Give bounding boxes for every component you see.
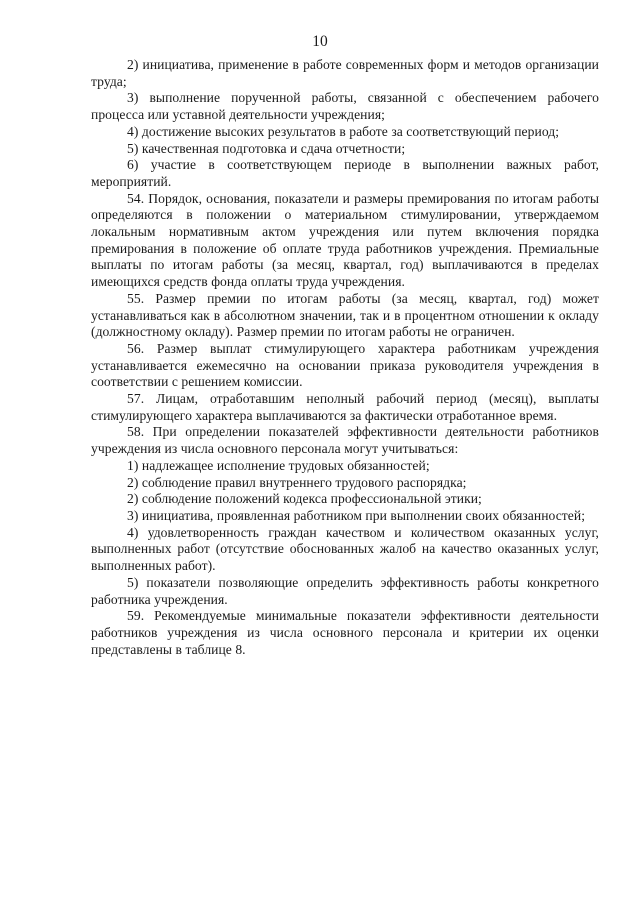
paragraph: 1) надлежащее исполнение трудовых обязанностей; xyxy=(127,457,430,473)
paragraph: 55. Размер премии по итогам работы (за месяц, квартал, год) может устанавливаться как в абсолютном значении, так и в процентном отношении к окладу (должностному окладу). Размер премии по итогам работы не ограничен. xyxy=(91,290,599,340)
document-body xyxy=(91,57,599,658)
paragraph: 3) выполнение порученной работы, связанной с обеспечением рабочего процесса или уставной деятельности учреждения; xyxy=(91,90,599,123)
page-number: 10 xyxy=(312,33,328,50)
paragraph: 57. Лицам, отработавшим неполный рабочий период (месяц), выплаты стимулирующего характера выплачиваются за фактически отработанное время. xyxy=(91,391,599,423)
paragraph: 54. Порядок, основания, показатели и размеры премирования по итогам работы определяются в положении о материальном стимулировании, утверждаемом локальным нормативным актом учреждения или путем включения порядка премирования в положение об оплате труда работников учреждения. Премиальные выплаты по итогам работы (за месяц, квартал, год) выплачиваются в пределах имеющихся средств фонда оплаты труда учреждения. xyxy=(91,190,599,290)
paragraph: 2) соблюдение положений кодекса профессиональной этики; xyxy=(127,491,482,507)
paragraph: 6) участие в соответствующем периоде в выполнении важных работ, мероприятий. xyxy=(91,157,599,189)
paragraph: 4) удовлетворенность граждан качеством и количеством оказанных услуг, выполненных работ (отсутствие обоснованных жалоб на качество оказанных услуг, выполненных работ). xyxy=(91,524,599,574)
paragraph: 4) достижение высоких результатов в работе за соответствующий период; xyxy=(127,123,560,139)
paragraph: 5) показатели позволяющие определить эффективность работы конкретного работника учреждения. xyxy=(91,574,599,607)
paragraph: 3) инициатива, проявленная работником при выполнении своих обязанностей; xyxy=(127,507,586,523)
paragraph: 2) соблюдение правил внутреннего трудового распорядка; xyxy=(127,474,467,490)
paragraph: 56. Размер выплат стимулирующего характера работникам учреждения устанавливается ежемесячно на основании приказа руководителя учреждения в соответствии с решением комиссии. xyxy=(91,340,599,390)
paragraph: 59. Рекомендуемые минимальные показатели эффективности деятельности работников учреждения из числа основного персонала и критерии их оценки представлены в таблице 8. xyxy=(91,608,599,657)
paragraph: 5) качественная подготовка и сдача отчетности; xyxy=(127,140,406,156)
paragraph: 58. При определении показателей эффективности деятельности работников учреждения из числа основного персонала могут учитываться: xyxy=(91,424,599,457)
paragraph: 2) инициатива, применение в работе современных форм и методов организации труда; xyxy=(91,57,599,89)
